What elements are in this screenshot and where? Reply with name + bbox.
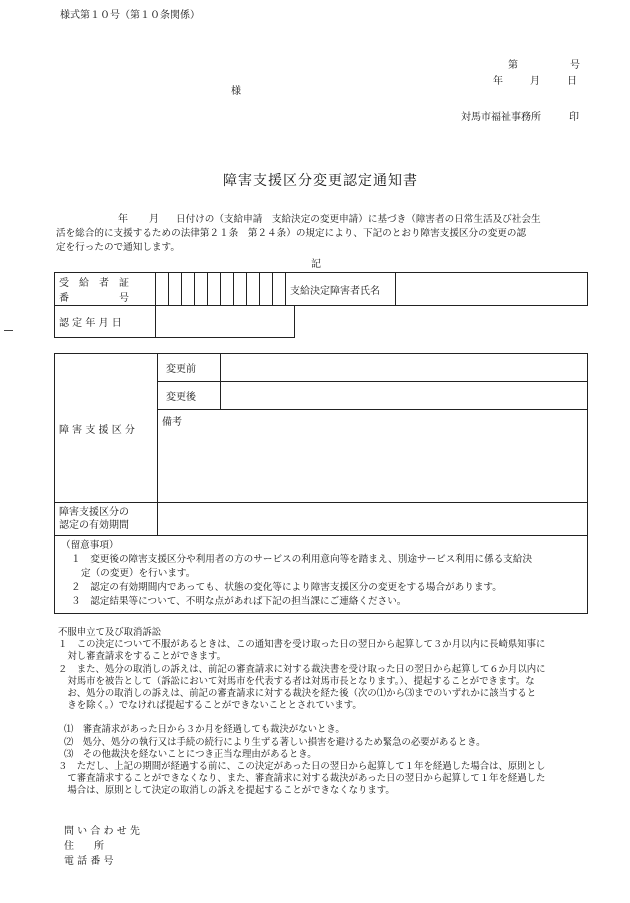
appeal-p2-line2: 対馬市を被告として（訴訟において対馬市を代表する者は対馬市長となります。）、提起することができます。な [58, 675, 535, 687]
notice-item-2: ２ 認定の有効期間内であっても、状態の変化等により障害支援区分の変更をする場合があります。 [71, 581, 502, 593]
recipient-no-cell[interactable] [169, 273, 182, 306]
notices-box [55, 536, 588, 614]
recipient-no-cell[interactable] [273, 273, 286, 306]
appeal-heading: 不服申立て及び取消訴訟 [58, 627, 162, 638]
intro-month: 月 [149, 214, 159, 225]
recipient-table [54, 272, 588, 306]
after-label: 変更後 [158, 382, 221, 410]
after-value[interactable] [221, 382, 588, 410]
number-suffix: 号 [570, 60, 580, 71]
date-year: 年 [493, 76, 503, 87]
appeal-p1-line1: １ この決定について不服があるときは、この通知書を受け取った日の翌日から起算して３か月以内に長崎県知事に [58, 639, 546, 651]
cert-date-table [54, 305, 295, 338]
before-value[interactable] [221, 354, 588, 382]
appeal-p3-line3: 場合は、原則として決定の取消しの訴えを提起することができなくなります。 [58, 785, 395, 797]
cert-date-value[interactable] [156, 306, 295, 338]
recipient-no-cell[interactable] [260, 273, 273, 306]
appeal-p2-line4: きを除く。）でなければ提起することができないこととされています。 [58, 700, 362, 712]
appeal-p2-line1: ２ また、処分の取消しの訴えは、前記の審査請求に対する裁決書を受け取った日の翌日から起算して６か月以内に [58, 663, 546, 675]
appeal-p3-line1: ３ ただし、上記の期間が経過する前に、この決定があった日の翌日から起算して１年を経過した場合は、原則とし [58, 761, 546, 773]
appeal-condition-3: ⑶ その他裁決を経ないことにつき正当な理由があるとき。 [64, 748, 317, 760]
addressee-suffix: 様 [231, 86, 241, 97]
address-label: 住 所 [64, 841, 104, 852]
recipient-no-cell[interactable] [234, 273, 247, 306]
intro-text-1: 日付けの（支給申請 支給決定の変更申請）に基づき（障害者の日常生活及び社会生 [176, 214, 541, 225]
recipient-no-label: 受 給 者 証 番 号 [55, 273, 156, 306]
intro-text-2: 活を総合的に支援するための法律第２１条 第２４条）の規定により、下記のとおり障害支援区分の変更の認 [56, 228, 527, 239]
appeal-section [58, 627, 598, 798]
appeal-p3-line2: て審査請求することができなくなり、また、審査請求に対する裁決があった日の翌日から起算して１年を経過した [58, 773, 546, 785]
notice-item-1-cont: 定（の変更）を行います。 [81, 567, 196, 579]
contact-label: 問 い 合 わ せ 先 [64, 826, 140, 837]
intro-text-3: 定を行ったので通知します。 [56, 242, 180, 253]
before-label: 変更前 [158, 354, 221, 382]
phone-label: 電 話 番 号 [64, 856, 114, 867]
appeal-condition-2: ⑵ 処分、処分の執行又は手続の続行により生ずる著しい損害を避けるため緊急の必要があるとき。 [64, 736, 486, 748]
recipient-no-cell[interactable] [182, 273, 195, 306]
person-name-label: 支給決定障害者氏名 [286, 273, 396, 306]
person-name-value[interactable] [396, 273, 588, 306]
recipient-no-cell[interactable] [221, 273, 234, 306]
valid-period-label: 障害支援区分の 認定の有効期間 [55, 503, 158, 536]
seal-mark: 印 [569, 112, 579, 123]
margin-mark [4, 330, 13, 331]
date-day: 日 [567, 76, 577, 87]
recipient-no-cell[interactable] [195, 273, 208, 306]
recipient-no-cell[interactable] [208, 273, 221, 306]
category-label: 障 害 支 援 区 分 [55, 354, 158, 503]
date-month: 月 [530, 76, 540, 87]
recipient-no-cell[interactable] [156, 273, 169, 306]
appeal-p1-line2: 対し審査請求をすることができます。 [58, 651, 227, 663]
notice-item-3: ３ 認定結果等について、不明な点があれば下記の担当課にご連絡ください。 [71, 595, 407, 607]
appeal-p2-line3: お、処分の取消しの訴えは、前記の審査請求に対する裁決を経た後（次の⑴から⑶までのいずれかに該当すると [58, 688, 537, 700]
issuer-name: 対馬市福祉事務所 [461, 112, 541, 123]
cert-date-label: 認 定 年 月 日 [55, 306, 156, 338]
ki-label: 記 [311, 259, 321, 270]
appeal-condition-1: ⑴ 審査請求があった日から３か月を経過しても裁決がないとき。 [64, 724, 345, 736]
notice-item-1: １ 変更後の障害支援区分や利用者の方のサービスの利用意向等を踏まえ、別途サービス利用に係る支給決 [71, 553, 533, 565]
category-table [54, 353, 588, 614]
number-label: 第 [508, 60, 518, 71]
recipient-no-cell[interactable] [247, 273, 260, 306]
notices-heading: （留意事項） [61, 540, 119, 551]
form-number: 様式第１０号（第１０条関係） [60, 10, 200, 21]
remarks-label: 備考 [162, 417, 182, 428]
valid-period-value[interactable] [158, 503, 588, 536]
intro-year: 年 [118, 214, 128, 225]
document-title: 障害支援区分変更認定通知書 [223, 173, 418, 189]
remarks-cell[interactable] [158, 410, 588, 503]
